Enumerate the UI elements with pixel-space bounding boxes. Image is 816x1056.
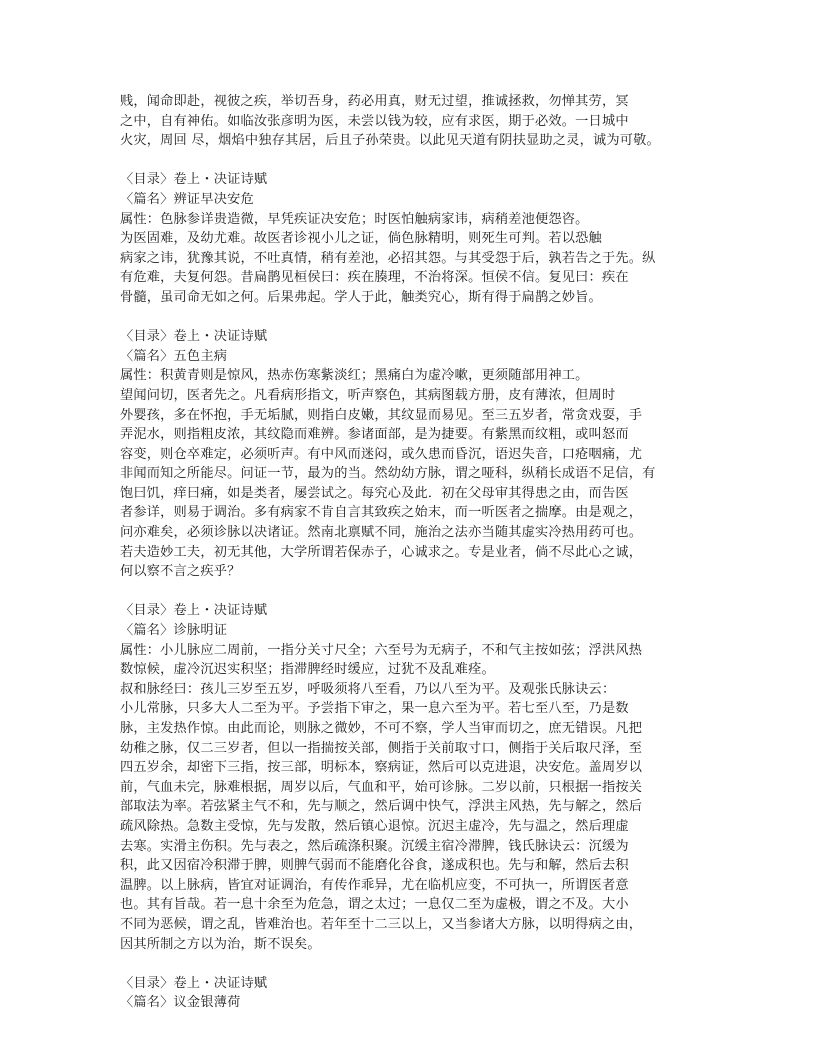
text-line: 非闻而知之所能尽。问证一节，最为的当。然幼幼方脉，谓之哑科，纵稍长成语不足信，有 bbox=[120, 466, 656, 482]
text-line: 有危难，夫复何怨。昔扁鹊见桓侯曰：疾在腠理，不治将深。恒侯不信。复见曰：疾在 bbox=[120, 270, 629, 286]
chapter-title: 〈篇名〉议金银薄荷 bbox=[120, 995, 241, 1011]
text-line: 病家之讳，犹豫其说，不吐真情，稍有差池，必招其怨。与其受怨于后，孰若告之于先。纵 bbox=[120, 250, 656, 266]
text-line: 属性：色脉参详贵造微，早凭疾证决安危；时医怕触病家讳，病稍差池便怨咨。 bbox=[120, 211, 589, 227]
text-line: 小儿常脉，只多大人二至为平。予尝指下审之，果一息六至为平。若七至八至，乃是数 bbox=[120, 701, 629, 717]
text-line: 若夫造妙工夫，初无其他，大学所谓若保赤子，心诚求之。专是业者，倘不尽此心之诚， bbox=[120, 544, 643, 560]
catalog-heading: 〈目录〉卷上・决证诗赋 bbox=[120, 172, 268, 188]
chapter-title: 〈篇名〉诊脉明证 bbox=[120, 623, 228, 639]
text-line: 温脾。以上脉病，皆宜对证调治，有传作乖异，尤在临机应变，不可执一，所谓医者意 bbox=[120, 877, 629, 893]
text-line: 因其所制之方以为治，斯不误矣。 bbox=[120, 936, 321, 952]
text-line: 不同为恶候，谓之乱，皆难治也。若年至十二三以上，又当参诸大方脉，以明得病之由， bbox=[120, 916, 643, 932]
text-line: 四五岁余，却密下三指，按三部，明标本，察病证，然后可以克进退，决安危。盖周岁以 bbox=[120, 760, 643, 776]
text-line: 容变，则仓卒难定，必须听声。有中风而迷闷，或久患而昏沉，语迟失音，口疮咽痛，尤 bbox=[120, 446, 643, 462]
text-line: 火灾，周回 尽，烟焰中独存其居，后且子孙荣贵。以此见天道有阴扶显助之灵，诚为可敬。 bbox=[120, 133, 660, 149]
text-line: 问亦难矣，必须诊脉以决诸证。然南北禀赋不同，施治之法亦当随其虚实冷热用药可也。 bbox=[120, 525, 643, 541]
catalog-heading: 〈目录〉卷上・决证诗赋 bbox=[120, 603, 268, 619]
catalog-heading: 〈目录〉卷上・决证诗赋 bbox=[120, 975, 268, 991]
text-line: 积，此又因宿冷积滞于脾，则脾气弱而不能磨化谷食，遂成积也。先与和解，然后去积 bbox=[120, 858, 629, 874]
text-line: 部取法为率。若弦紧主气不和，先与顺之，然后调中快气，浮洪主风热，先与解之，然后 bbox=[120, 799, 643, 815]
text-line: 弄泥水，则指粗皮浓，其纹隐而难辨。参诸面部，是为捷要。有紫黑而纹粗，或叫怒而 bbox=[120, 427, 629, 443]
text-line: 为医固难，及幼尤难。故医者诊视小儿之证，倘色脉精明，则死生可判。若以恐触 bbox=[120, 231, 602, 247]
text-line: 饱曰饥，痒曰痛，如是类者，屡尝试之。每究心及此．初在父母审其得患之由，而告医 bbox=[120, 485, 629, 501]
text-line: 望闻问切，医者先之。凡看病形指文，听声察色，其病图载方册，皮有薄浓，但周时 bbox=[120, 387, 616, 403]
text-line: 属性：积黄青则是惊风，热赤伤寒紫淡红；黑痛白为虚冷嗽，更须随部用神工。 bbox=[120, 368, 589, 384]
text-line: 骨髓，虽司命无如之何。后果弗起。学人于此，触类究心，斯有得于扁鹊之妙旨。 bbox=[120, 289, 602, 305]
text-line: 之中，自有神佑。如临汝张彦明为医，未尝以钱为较，应有求医，期于必效。一日城中 bbox=[120, 113, 629, 129]
text-line: 者参详，则易于调治。多有病家不肯自言其致疾之始末，而一听医者之揣摩。由是观之， bbox=[120, 505, 643, 521]
text-line: 外婴孩，多在怀抱，手无垢腻，则指白皮嫩，其纹显而易见。至三五岁者，常贪戏耍，手 bbox=[120, 407, 643, 423]
section-gap bbox=[120, 308, 700, 328]
text-line: 疏风除热。急数主受惊，先与发散，然后镇心退惊。沉迟主虚冷，先与温之，然后理虚 bbox=[120, 818, 629, 834]
text-line: 叔和脉经曰：孩儿三岁至五岁，呼吸须将八至看，乃以八至为平。及观张氏脉诀云： bbox=[120, 681, 616, 697]
section-gap bbox=[120, 151, 700, 171]
text-line: 何以察不言之疾乎？ bbox=[120, 564, 241, 580]
document-body bbox=[120, 92, 700, 1013]
text-line: 贱，闻命即赴，视彼之疾，举切吾身，药必用真，财无过望，推诚拯救，勿惮其劳，冥 bbox=[120, 94, 629, 109]
text-line: 脉，主发热作惊。由此而论，则脉之微妙，不可不察，学人当审而切之，庶无错误。凡把 bbox=[120, 721, 643, 736]
catalog-heading: 〈目录〉卷上・决证诗赋 bbox=[120, 329, 268, 345]
text-line: 幼稚之脉，仅二三岁者，但以一指揣按关部，侧指于关前取寸口，侧指于关后取尺泽，至 bbox=[120, 740, 643, 756]
text-line: 前，气血未完，脉难根据，周岁以后，气血和平，始可诊脉。二岁以前，只根据一指按关 bbox=[120, 779, 643, 795]
chapter-title: 〈篇名〉辨证早决安危 bbox=[120, 191, 254, 207]
text-line: 去寒。实滑主伤积。先与表之，然后疏涤积聚。沉缓主宿冷滞脾，钱氏脉诀云：沉缓为 bbox=[120, 838, 629, 854]
text-line: 数惊候，虚冷沉迟实积坚；指滞脾经时缓应，过犹不及乱难痊。 bbox=[120, 662, 495, 678]
section-gap bbox=[120, 954, 700, 974]
chapter-title: 〈篇名〉五色主病 bbox=[120, 348, 228, 364]
text-line: 属性：小儿脉应二周前，一指分关寸尺全；六至号为无病子，不和气主按如弦；浮洪风热 bbox=[120, 642, 643, 658]
text-line: 也。其有旨哉。若一息十余至为危急，谓之太过；一息仅二至为虚极，谓之不及。大小 bbox=[120, 897, 629, 913]
section-gap bbox=[120, 582, 700, 602]
